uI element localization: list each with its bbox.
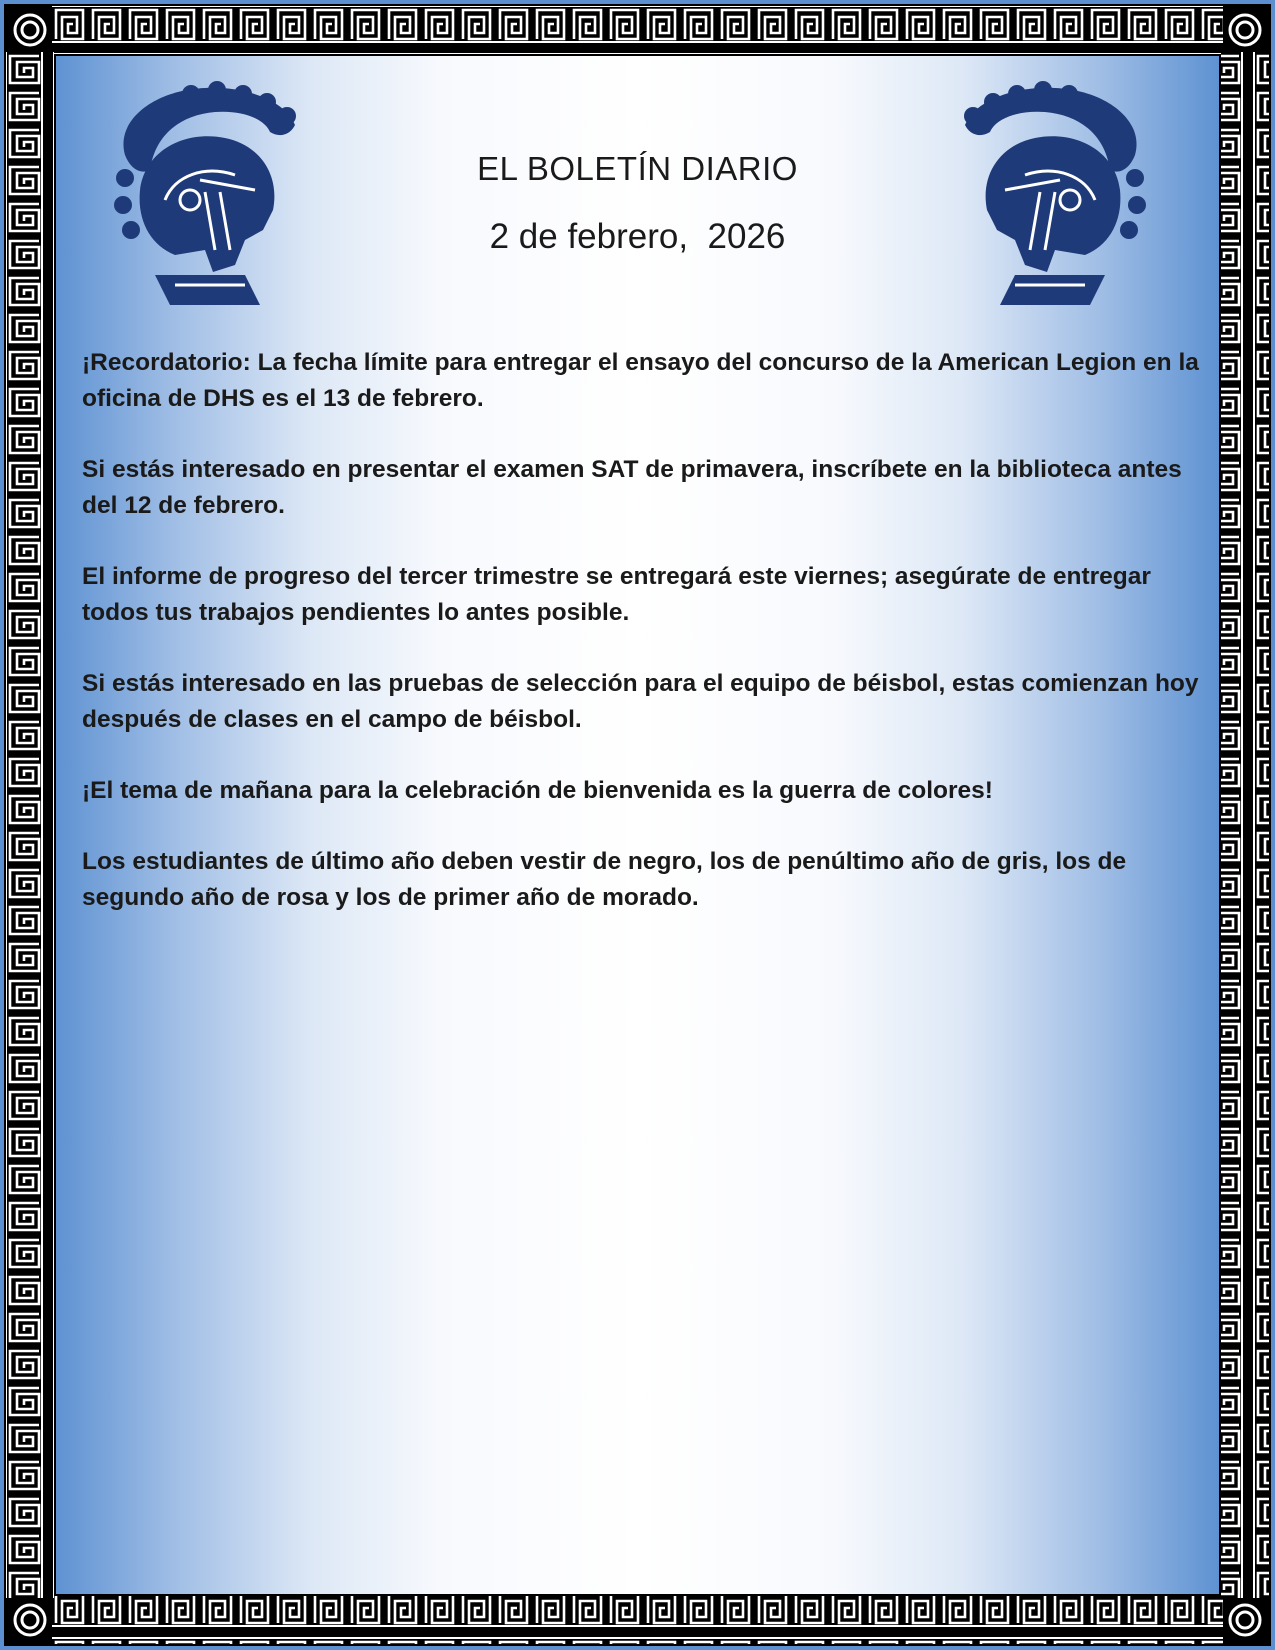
- announcement-item: El informe de progreso del tercer trimestre se entregará este viernes; asegúrate de entregar todos tus trabajos pendientes lo antes posible.: [82, 563, 1151, 626]
- announcement-item: ¡El tema de mañana para la celebración de bienvenida es la guerra de colores!: [82, 777, 993, 804]
- announcement-item: Los estudiantes de último año deben vestir de negro, los de penúltimo año de gris, los de segundo año de rosa y los de primer año de morado.: [82, 848, 1127, 911]
- trojan-helmet-icon: [95, 80, 305, 310]
- announcement-item: Si estás interesado en presentar el examen SAT de primavera, inscríbete en la biblioteca antes del 12 de febrero.: [82, 456, 1182, 519]
- announcements-list: [82, 345, 1212, 951]
- trojan-helmet-icon: [955, 80, 1165, 310]
- bulletin-date: 2 de febrero, 2026: [489, 217, 786, 256]
- announcement-item: ¡Recordatorio: La fecha límite para entregar el ensayo del concurso de la American Legion en la oficina de DHS es el 13 de febrero.: [82, 349, 1199, 412]
- bulletin-title: EL BOLETÍN DIARIO: [477, 150, 798, 187]
- announcement-item: Si estás interesado en las pruebas de selección para el equipo de béisbol, estas comienzan hoy después de clases en el campo de béisbol.: [82, 670, 1199, 733]
